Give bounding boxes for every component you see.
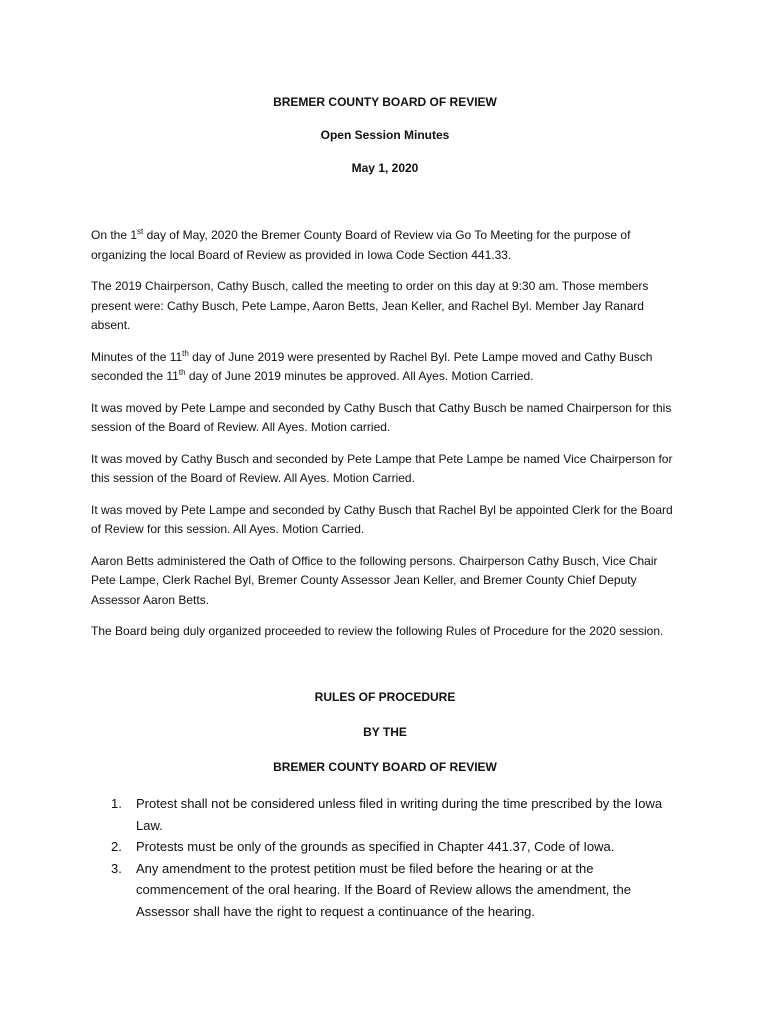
paragraph-organized: The Board being duly organized proceeded to review the following Rules of Procedure for the 2020 session.	[91, 624, 664, 638]
rules-heading-line2: BY THE	[363, 725, 407, 739]
list-item	[91, 858, 680, 923]
paragraph-text: day of June 2019 minutes be approved. All Ayes. Motion Carried.	[185, 369, 534, 383]
paragraph-text: day of May, 2020 the Bremer County Board of Review via Go To Meeting for the purpose of organizing the local Board of Review as provided in Iowa Code Section 441.33.	[91, 228, 631, 262]
paragraph-vice-chair-motion: It was moved by Cathy Busch and seconded by Pete Lampe that Pete Lampe be named Vice Chairperson for this session of the Board of Review. All Ayes. Motion Carried.	[91, 451, 673, 485]
list-item-text: Protests must be only of the grounds as specified in Chapter 441.37, Code of Iowa.	[136, 839, 615, 854]
document-date: May 1, 2020	[351, 161, 419, 175]
list-item	[91, 793, 680, 836]
ordinal-suffix: st	[137, 227, 144, 236]
list-number: 3.	[111, 860, 122, 876]
paragraph-oath: Aaron Betts administered the Oath of Office to the following persons. Chairperson Cathy Busch, Vice Chair Pete Lampe, Clerk Rachel Byl, Bremer County Assessor Jean Keller, and Bremer County Chief Deputy Assessor Aaron Betts.	[91, 553, 658, 607]
list-item-text: Protest shall not be considered unless filed in writing during the time prescribed by the Iowa Law.	[136, 796, 663, 833]
list-number: 1.	[111, 796, 122, 811]
document-subtitle: Open Session Minutes	[320, 128, 450, 142]
paragraph-chairperson-motion: It was moved by Pete Lampe and seconded by Cathy Busch that Cathy Busch be named Chairperson for this session of the Board of Review. All Ayes. Motion carried.	[91, 400, 672, 434]
paragraph-clerk-motion: It was moved by Pete Lampe and seconded by Cathy Busch that Rachel Byl be appointed Clerk for the Board of Review for this session. All Ayes. Motion Carried.	[91, 502, 673, 536]
list-number: 2.	[111, 839, 122, 854]
paragraph-text: day of June 2019 were presented by Rachel Byl. Pete Lampe moved and Cathy Busch seconded the 11	[91, 349, 653, 383]
rules-list	[91, 793, 680, 922]
list-item	[91, 836, 680, 858]
minutes-body	[91, 226, 680, 654]
paragraph-call-to-order: The 2019 Chairperson, Cathy Busch, called the meeting to order on this day at 9:30 am. Those members present were: Cathy Busch, Pete Lampe, Aaron Betts, Jean Keller, and Rachel Byl. Member Jay Ranard absent.	[91, 279, 649, 332]
paragraph-opening	[91, 226, 680, 265]
ordinal-suffix: th	[178, 368, 186, 377]
paragraph-minutes-approval	[91, 348, 680, 387]
ordinal-suffix: th	[182, 348, 189, 358]
list-item-text: Any amendment to the protest petition must be filed before the hearing or at the commencement of the oral hearing. If the Board of Review allows the amendment, the Assessor shall have the right to request a continuance of the hearing.	[136, 860, 631, 919]
document-title: BREMER COUNTY BOARD OF REVIEW	[273, 95, 497, 109]
rules-heading-line1: RULES OF PROCEDURE	[314, 690, 456, 704]
rules-heading-line3: BREMER COUNTY BOARD OF REVIEW	[273, 760, 497, 774]
paragraph-text: On the 1	[91, 228, 138, 242]
paragraph-text: Minutes of the 11	[91, 349, 183, 364]
